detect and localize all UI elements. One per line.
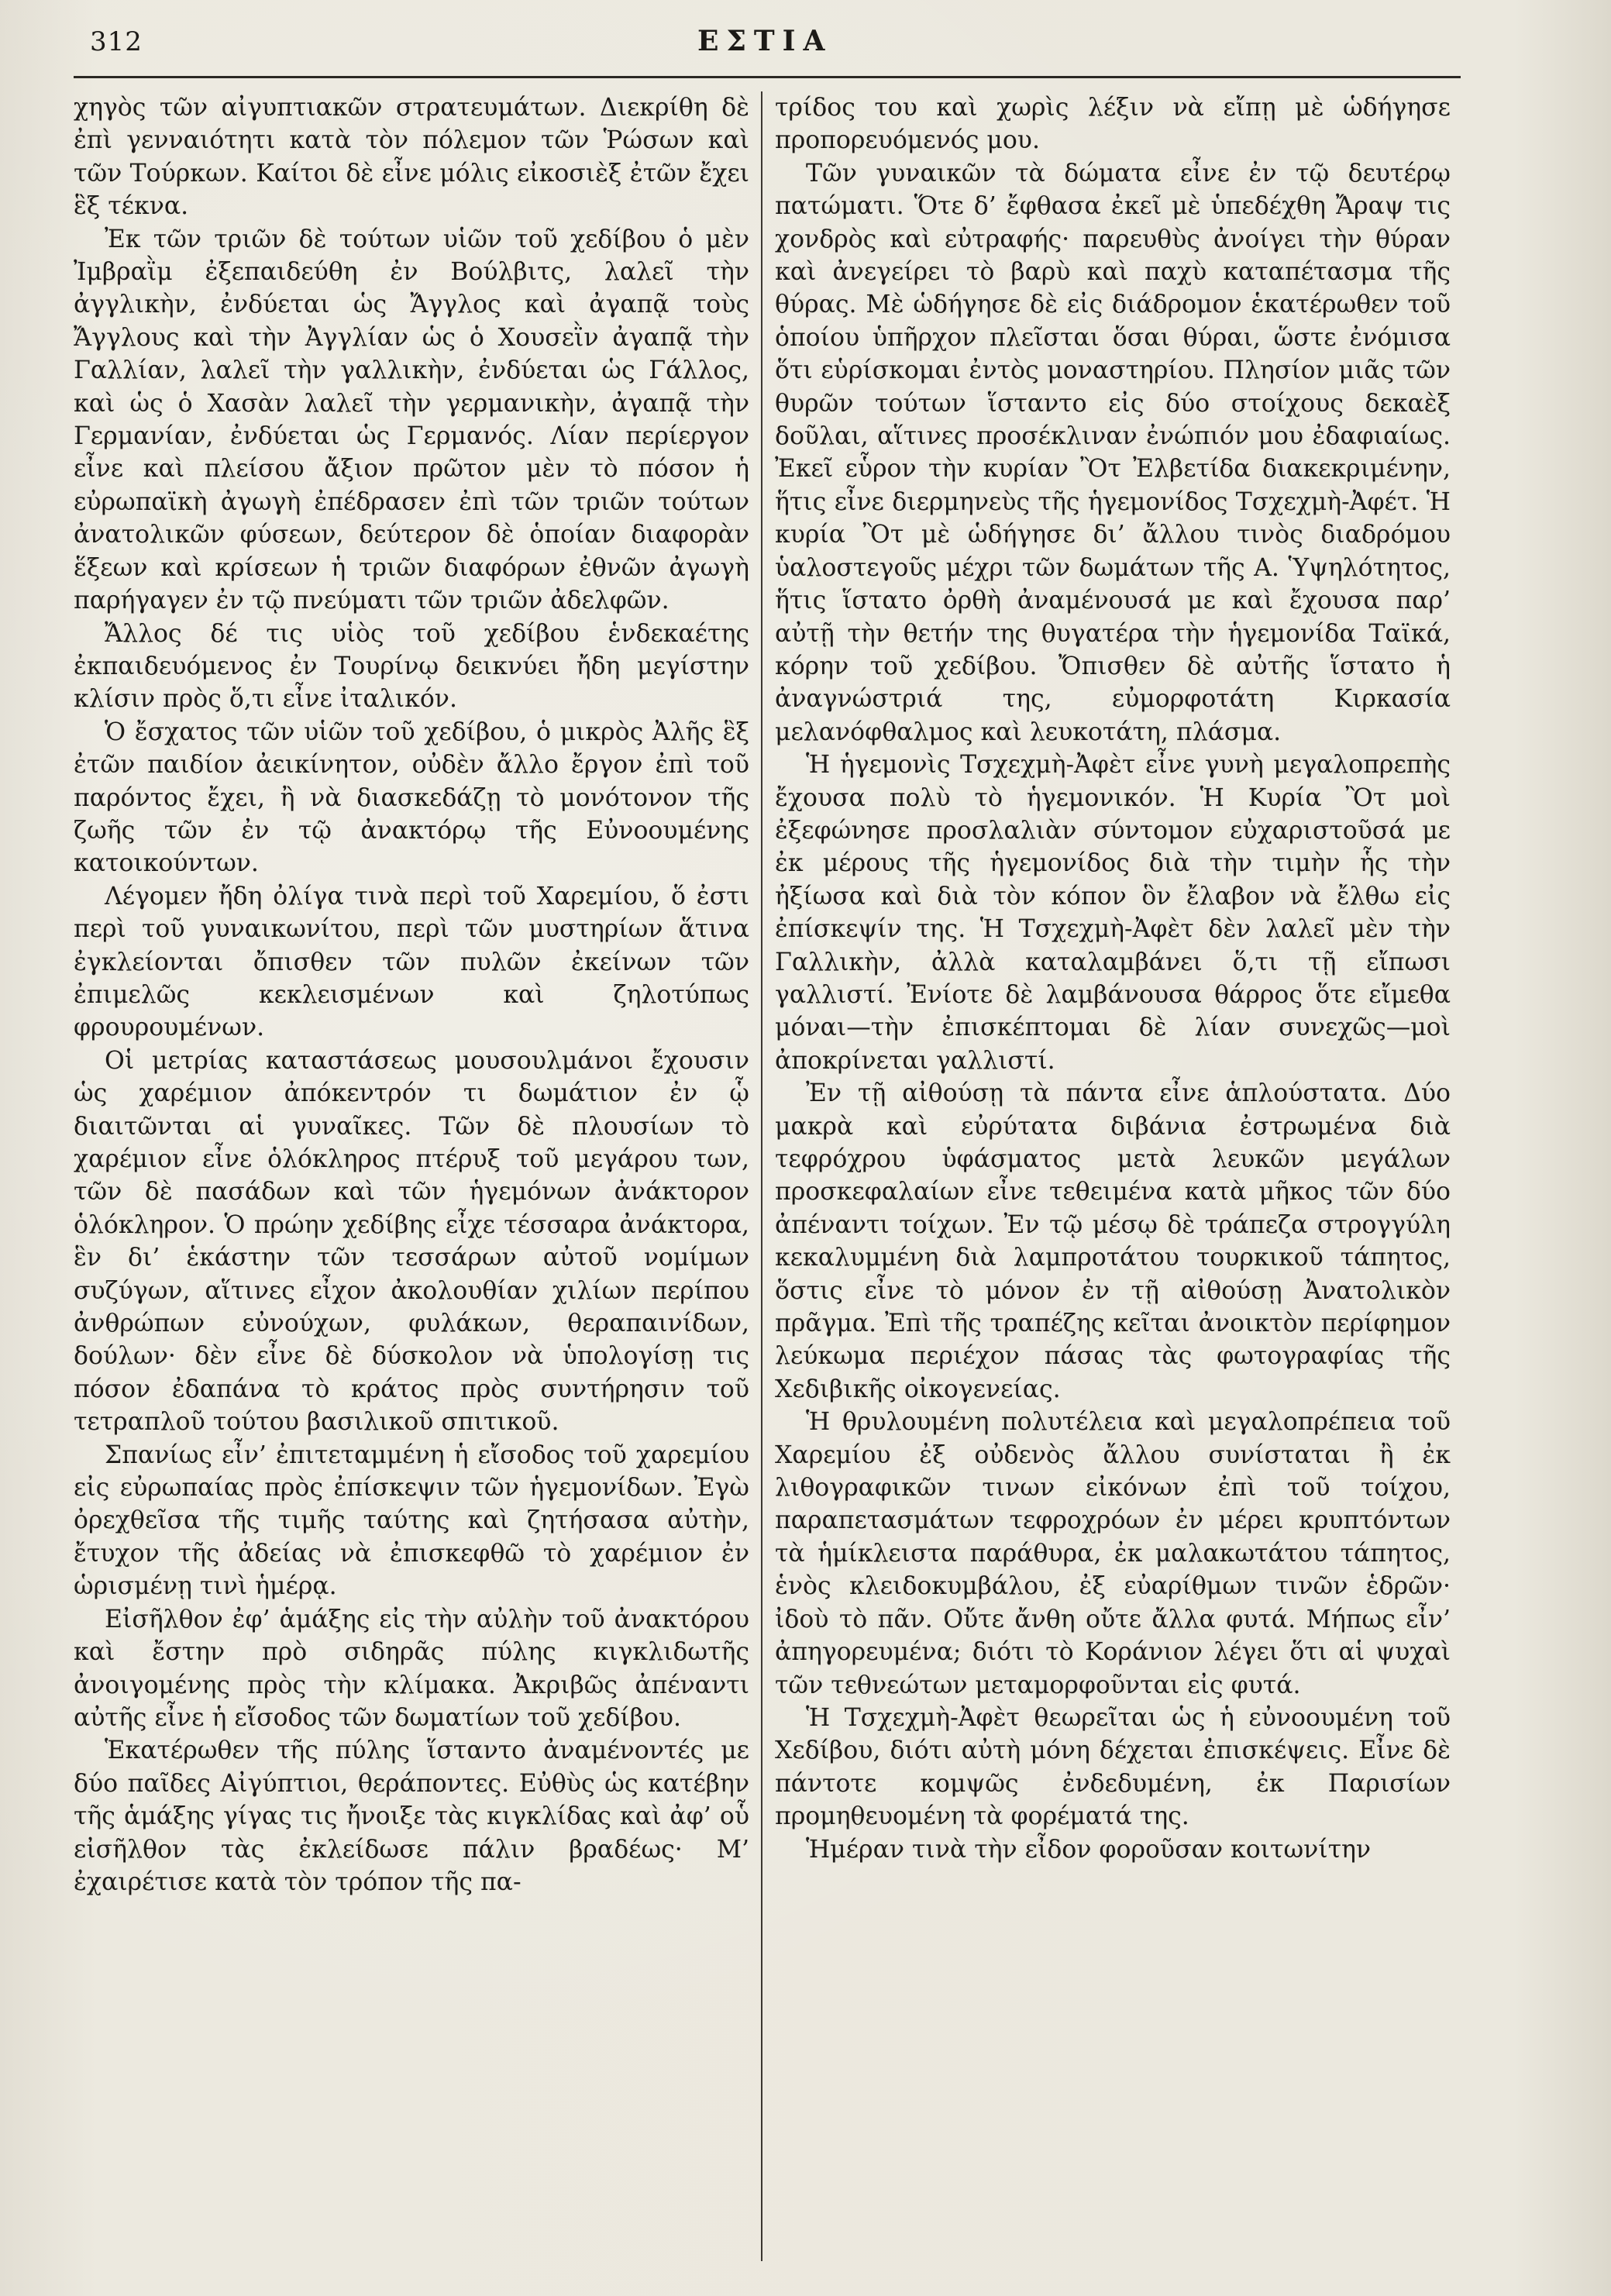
header-rule bbox=[74, 76, 1461, 78]
page-header bbox=[62, 22, 1457, 68]
paragraph: τρίδος του καὶ χωρὶς λέξιν νὰ εἴπῃ μὲ ὡδήγησε προπορευόμενός μου. bbox=[775, 94, 1451, 155]
paragraph: Λέγομεν ἤδη ὀλίγα τινὰ περὶ τοῦ Χαρεμίου, ὅ ἐστι περὶ τοῦ γυναικωνίτου, περὶ τῶν μυστηρίων ἅτινα ἐγκλείονται ὄπισθεν τῶν πυλῶν ἐκείνων τῶν ἐπιμελῶς κεκλεισμένων καὶ ζηλοτύπως φρουρουμένων. bbox=[74, 882, 749, 1042]
paragraph: χηγὸς τῶν αἰγυπτιακῶν στρατευμάτων. Διεκρίθη δὲ ἐπὶ γενναιότητι κατὰ τὸν πόλεμον τῶν Ῥώσων καὶ τῶν Τούρκων. Καίτοι δὲ εἶνε μόλις εἰκοσιὲξ ἐτῶν ἔχει ἓξ τέκνα. bbox=[74, 94, 749, 221]
paragraph: Τῶν γυναικῶν τὰ δώματα εἶνε ἐν τῷ δευτέρῳ πατώματι. Ὅτε δ’ ἔφθασα ἐκεῖ μὲ ὑπεδέχθη Ἄραψ τις χονδρὸς καὶ εὐτραφής· παρευθὺς ἀνοίγει τὴν θύραν καὶ ἀνεγείρει τὸ βαρὺ καὶ παχὺ καταπέτασμα τῆς θύρας. Μὲ ὡδήγησε δὲ εἰς διάδρομον ἑκατέρωθεν τοῦ ὁποίου ὑπῆρχον πλεῖσται ὅσαι θύραι, ὥστε ἐνόμισα ὅτι εὑρίσκομαι ἐντὸς μοναστηρίου. Πλησίον μιᾶς τῶν θυρῶν τούτων ἵσταντο εἰς δύο στοίχους δεκαὲξ δοῦλαι, αἵτινες προσέκλιναν ἐνώπιόν μου ἐδαφιαίως. Ἐκεῖ εὗρον τὴν κυρίαν Ὂτ Ἐλβετίδα διακεκριμένην, ἥτις εἶνε διερμηνεὺς τῆς ἡγεμονίδος Τσχεχμὴ-Ἀφέτ. Ἡ κυρία Ὂτ μὲ ὡδήγησε δι’ ἄλλου τινὸς διαδρόμου ὑαλοστεγοῦς μέχρι τῶν δωμάτων τῆς Α. Ὑψηλότητος, ἥτις ἵστατο ὀρθὴ ἀναμένουσά με καὶ ἔχουσα παρ’ αὐτῇ τὴν θετήν της θυγατέρα τὴν ἡγεμονίδα Ταϊκά, κόρην τοῦ χεδίβου. Ὄπισθεν δὲ αὐτῆς ἵστατο ἡ ἀναγνώστριά της, εὐμορφοτάτη Κιρκασία μελανόφθαλμος καὶ λευκοτάτη, πλάσμα. bbox=[775, 159, 1451, 746]
paragraph: Ἡμέραν τινὰ τὴν εἶδον φοροῦσαν κοιτωνίτην bbox=[806, 1835, 1372, 1864]
paragraph: Ἄλλος δέ τις υἱὸς τοῦ χεδίβου ἑνδεκαέτης ἐκπαιδευόμενος ἐν Τουρίνῳ δεικνύει ἤδη μεγίστην κλίσιν πρὸς ὅ,τι εἶνε ἰταλικόν. bbox=[74, 619, 749, 714]
column-divider bbox=[761, 91, 762, 2261]
page-number: 312 bbox=[90, 26, 143, 57]
paragraph: Σπανίως εἶν’ ἐπιτεταμμένη ἡ εἴσοδος τοῦ χαρεμίου εἰς εὐρωπαίας πρὸς ἐπίσκεψιν τῶν ἡγεμονίδων. Ἐγὼ ὀρεχθεῖσα τῆς τιμῆς ταύτης καὶ ζητήσασα αὐτὴν, ἔτυχον τῆς ἀδείας νὰ ἐπισκεφθῶ τὸ χαρέμιον ἐν ὡρισμένῃ τινὶ ἡμέρᾳ. bbox=[74, 1441, 749, 1601]
paragraph: Ἡ θρυλουμένη πολυτέλεια καὶ μεγαλοπρέπεια τοῦ Χαρεμίου ἐξ οὐδενὸς ἄλλου συνίσταται ἢ ἐκ λιθογραφικῶν τινων εἰκόνων ἐπὶ τοῦ τοίχου, παραπετασμάτων τεφροχρόων ἐν μέρει κρυπτόντων τὰ ἡμίκλειστα παράθυρα, ἐκ μαλακωτάτου τάπητος, ἑνὸς κλειδοκυμβάλου, ἐξ εὐαρίθμων τινῶν ἑδρῶν· ἰδοὺ τὸ πᾶν. Οὔτε ἄνθη οὔτε ἄλλα φυτά. Μήπως εἶν’ ἀπηγορευμένα; διότι τὸ Κοράνιον λέγει ὅτι αἱ ψυχαὶ τῶν τεθνεώτων μεταμορφοῦνται εἰς φυτά. bbox=[775, 1408, 1451, 1699]
paragraph: Ἐν τῇ αἰθούσῃ τὰ πάντα εἶνε ἁπλούστατα. Δύο μακρὰ καὶ εὐρύτατα διβάνια ἐστρωμένα διὰ τεφρόχρου ὑφάσματος μετὰ λευκῶν μεγάλων προσκεφαλαίων εἶνε τεθειμένα κατὰ μῆκος τῶν δύο ἀπέναντι τοίχων. Ἐν τῷ μέσῳ δὲ τράπεζα στρογγύλη κεκαλυμμένη διὰ λαμπροτάτου τουρκικοῦ τάπητος, ὅστις εἶνε τὸ μόνον ἐν τῇ αἰθούσῃ Ἀνατολικὸν πρᾶγμα. Ἐπὶ τῆς τραπέζης κεῖται ἀνοικτὸν περίφημον λεύκωμα περιέχον πάσας τὰς φωτογραφίας τῆς Χεδιβικῆς οἰκογενείας. bbox=[775, 1079, 1451, 1403]
journal-title: ΕΣΤΙΑ bbox=[697, 25, 833, 57]
paragraph: Ἡ Τσχεχμὴ-Ἀφὲτ θεωρεῖται ὡς ἡ εὐνοουμένη τοῦ Χεδίβου, διότι αὐτὴ μόνη δέχεται ἐπισκέψεις. Εἶνε δὲ πάντοτε κομψῶς ἐνδεδυμένη, ἐκ Παρισίων προμηθευομένη τὰ φορέματά της. bbox=[775, 1703, 1451, 1831]
paragraph: Ἡ ἡγεμονὶς Τσχεχμὴ-Ἀφὲτ εἶνε γυνὴ μεγαλοπρεπὴς ἔχουσα πολὺ τὸ ἡγεμονικόν. Ἡ Κυρία Ὂτ μοὶ ἐξεφώνησε προσλαλιὰν σύντομον εὐχαριστοῦσά με ἐκ μέρους τῆς ἡγεμονίδος διὰ τὴν τιμὴν ἧς τὴν ἠξίωσα καὶ διὰ τὸν κόπον ὃν ἔλαβον νὰ ἔλθω εἰς ἐπίσκεψίν της. Ἡ Τσχεχμὴ-Ἀφὲτ δὲν λαλεῖ μὲν τὴν Γαλλικὴν, ἀλλὰ καταλαμβάνει ὅ,τι τῇ εἴπωσι γαλλιστί. Ἐνίοτε δὲ λαμβάνουσα θάρρος ὅτε εἴμεθα μόναι—τὴν ἐπισκέπτομαι δὲ λίαν συνεχῶς—μοὶ ἀποκρίνεται γαλλιστί. bbox=[775, 751, 1451, 1075]
right-column bbox=[775, 91, 1451, 2277]
left-column bbox=[74, 91, 749, 2277]
paragraph: Οἱ μετρίας καταστάσεως μουσουλμάνοι ἔχουσιν ὡς χαρέμιον ἀπόκεντρόν τι δωμάτιον ἐν ᾧ διαιτῶνται αἱ γυναῖκες. Τῶν δὲ πλουσίων τὸ χαρέμιον εἶνε ὁλόκληρος πτέρυξ τοῦ μεγάρου των, τῶν δὲ πασάδων καὶ τῶν ἡγεμόνων ἀνάκτορον ὁλόκληρον. Ὁ πρώην χεδίβης εἶχε τέσσαρα ἀνάκτορα, ἓν δι’ ἑκάστην τῶν τεσσάρων αὐτοῦ νομίμων συζύγων, αἵτινες εἶχον ἀκολουθίαν χιλίων περίπου ἀνθρώπων εὐνούχων, φυλάκων, θεραπαινίδων, δούλων· δὲν εἶνε δὲ δύσκολον νὰ ὑπολογίσῃ τις πόσον ἐδαπάνα τὸ κράτος πρὸς συντήρησιν τοῦ τετραπλοῦ τούτου βασιλικοῦ σπιτικοῦ. bbox=[74, 1046, 749, 1437]
paragraph: Ἑκατέρωθεν τῆς πύλης ἵσταντο ἀναμένοντές με δύο παῖδες Αἰγύπτιοι, θεράποντες. Εὐθὺς ὡς κατέβην τῆς ἁμάξης γίγας τις ἤνοιξε τὰς κιγκλίδας καὶ ἀφ’ οὗ εἰσῆλθον τὰς ἐκλείδωσε πάλιν βραδέως· Μ’ ἐχαιρέτισε κατὰ τὸν τρόπον τῆς πα- bbox=[74, 1737, 749, 1896]
paragraph: Ὁ ἔσχατος τῶν υἱῶν τοῦ χεδίβου, ὁ μικρὸς Ἀλῆς ἓξ ἐτῶν παιδίον ἀεικίνητον, οὐδὲν ἄλλο ἔργον ἐπὶ τοῦ παρόντος ἔχει, ἢ νὰ διασκεδάζῃ τὸ μονότονον τῆς ζωῆς τῶν ἐν τῷ ἀνακτόρῳ τῆς Εὐνοουμένης κατοικούντων. bbox=[74, 718, 749, 878]
paragraph: Ἐκ τῶν τριῶν δὲ τούτων υἱῶν τοῦ χεδίβου ὁ μὲν Ἰμβραῒμ ἐξεπαιδεύθη ἐν Βούλβιτς, λαλεῖ τὴν ἀγγλικὴν, ἐνδύεται ὡς Ἄγγλος καὶ ἀγαπᾷ τοὺς Ἄγγλους καὶ τὴν Ἀγγλίαν ὡς ὁ Χουσεῒν ἀγαπᾷ τὴν Γαλλίαν, λαλεῖ τὴν γαλλικὴν, ἐνδύεται ὡς Γάλλος, καὶ ὡς ὁ Χασὰν λαλεῖ τὴν γερμανικὴν, ἀγαπᾷ τὴν Γερμανίαν, ἐνδύεται ὡς Γερμανός. Λίαν περίεργον εἶνε καὶ πλείσου ἄξιον πρῶτον μὲν τὸ πόσον ἡ εὐρωπαϊκὴ ἀγωγὴ ἐπέδρασεν ἐπὶ τῶν τριῶν τούτων ἀνατολικῶν φύσεων, δεύτερον δὲ ὁποίαν διαφορὰν ἕξεων καὶ κρίσεων ἡ τριῶν διαφόρων ἐθνῶν ἀγωγὴ παρήγαγεν ἐν τῷ πνεύματι τῶν τριῶν ἀδελφῶν. bbox=[74, 225, 749, 615]
paragraph: Εἰσῆλθον ἐφ’ ἁμάξης εἰς τὴν αὐλὴν τοῦ ἀνακτόρου καὶ ἔστην πρὸ σιδηρᾶς πύλης κιγκλιδωτῆς ἀνοιγομένης πρὸς τὴν κλίμακα. Ἀκριβῶς ἀπέναντι αὐτῆς εἶνε ἡ εἴσοδος τῶν δωματίων τοῦ χεδίβου. bbox=[74, 1605, 749, 1732]
